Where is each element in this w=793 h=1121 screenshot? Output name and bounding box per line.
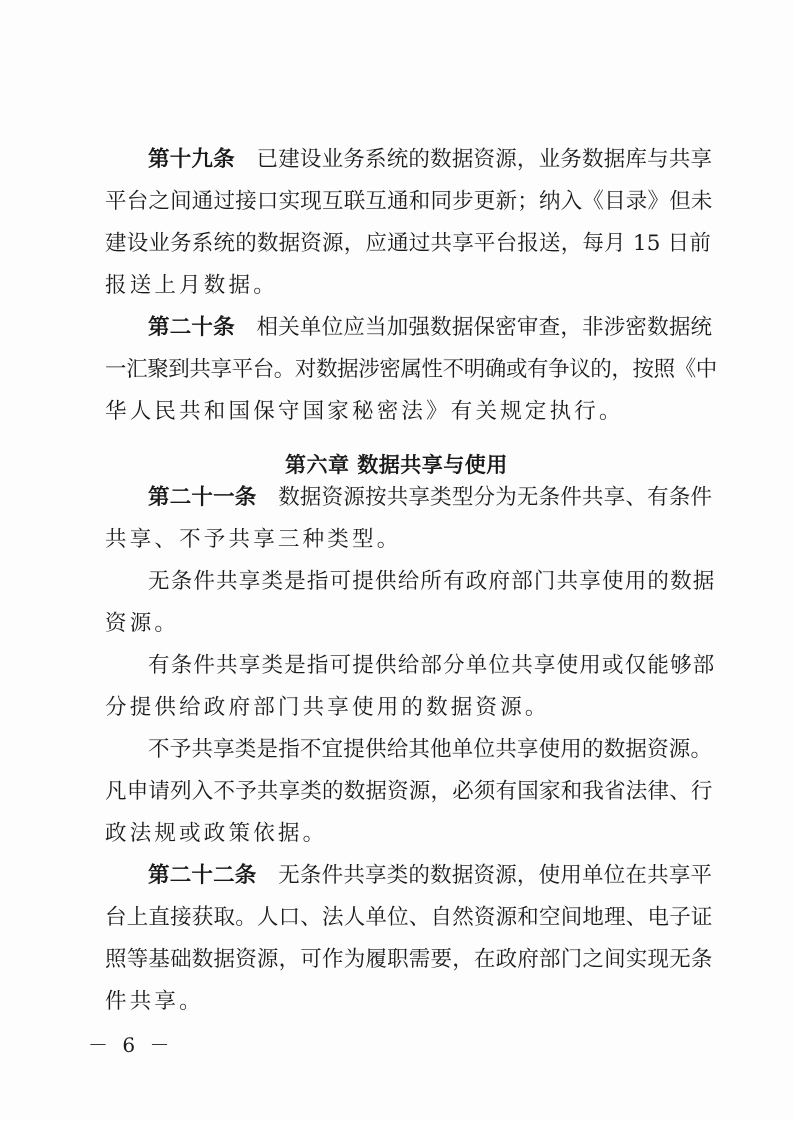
chapter-6-heading: 第六章 数据共享与使用 <box>285 453 508 477</box>
no-share-line-2: 凡申请列入不予共享类的数据资源，必须有国家和我省法律、行 <box>105 779 713 804</box>
article-22-text-1: 无条件共享类的数据资源，使用单位在共享平 <box>278 863 713 888</box>
conditional-share-line-1: 有条件共享类是指可提供给部分单位共享使用或仅能够部 <box>148 653 716 678</box>
article-22-line-2: 台上直接获取。人口、法人单位、自然资源和空间地理、电子证 <box>105 905 713 930</box>
no-share-line-3: 政法规或政策依据。 <box>105 821 328 846</box>
conditional-share-line-2: 分提供给政府部门共享使用的数据资源。 <box>105 695 550 720</box>
article-19-title: 第十九条 <box>148 147 235 172</box>
article-19-line-4: 报送上月数据。 <box>105 273 278 298</box>
unconditional-share-line-2: 资源。 <box>105 611 180 636</box>
article-20-line-1 <box>148 313 712 343</box>
article-22-line-4: 件共享。 <box>105 989 204 1014</box>
article-19-line-3: 建设业务系统的数据资源，应通过共享平台报送，每月 15 日前 <box>105 231 712 256</box>
unconditional-share-line-1: 无条件共享类是指可提供给所有政府部门共享使用的数据 <box>148 569 716 594</box>
article-19-line-2: 平台之间通过接口实现互联互通和同步更新；纳入《目录》但未 <box>105 189 713 214</box>
page-number: － 6 － <box>88 1033 174 1057</box>
article-21-line-1 <box>148 483 712 513</box>
article-19-text-1: 已建设业务系统的数据资源，业务数据库与共享 <box>256 147 713 172</box>
article-21-line-2: 共享、不予共享三种类型。 <box>105 527 402 552</box>
no-share-line-1: 不予共享类是指不宜提供给其他单位共享使用的数据资源。 <box>148 737 713 762</box>
article-20-text-1: 相关单位应当加强数据保密审查，非涉密数据统 <box>256 315 713 340</box>
article-20-title: 第二十条 <box>148 315 235 340</box>
article-20-line-3: 华人民共和国保守国家秘密法》有关规定执行。 <box>105 399 624 424</box>
article-21-text-1: 数据资源按共享类型分为无条件共享、有条件 <box>278 485 713 510</box>
article-19-line-1 <box>148 145 712 175</box>
article-20-line-2: 一汇聚到共享平台。对数据涉密属性不明确或有争议的，按照《中 <box>105 357 717 382</box>
article-22-line-1 <box>148 861 712 891</box>
article-22-line-3: 照等基础数据资源，可作为履职需要，在政府部门之间实现无条 <box>105 947 713 972</box>
article-22-title: 第二十二条 <box>148 863 257 888</box>
article-21-title: 第二十一条 <box>148 485 257 510</box>
